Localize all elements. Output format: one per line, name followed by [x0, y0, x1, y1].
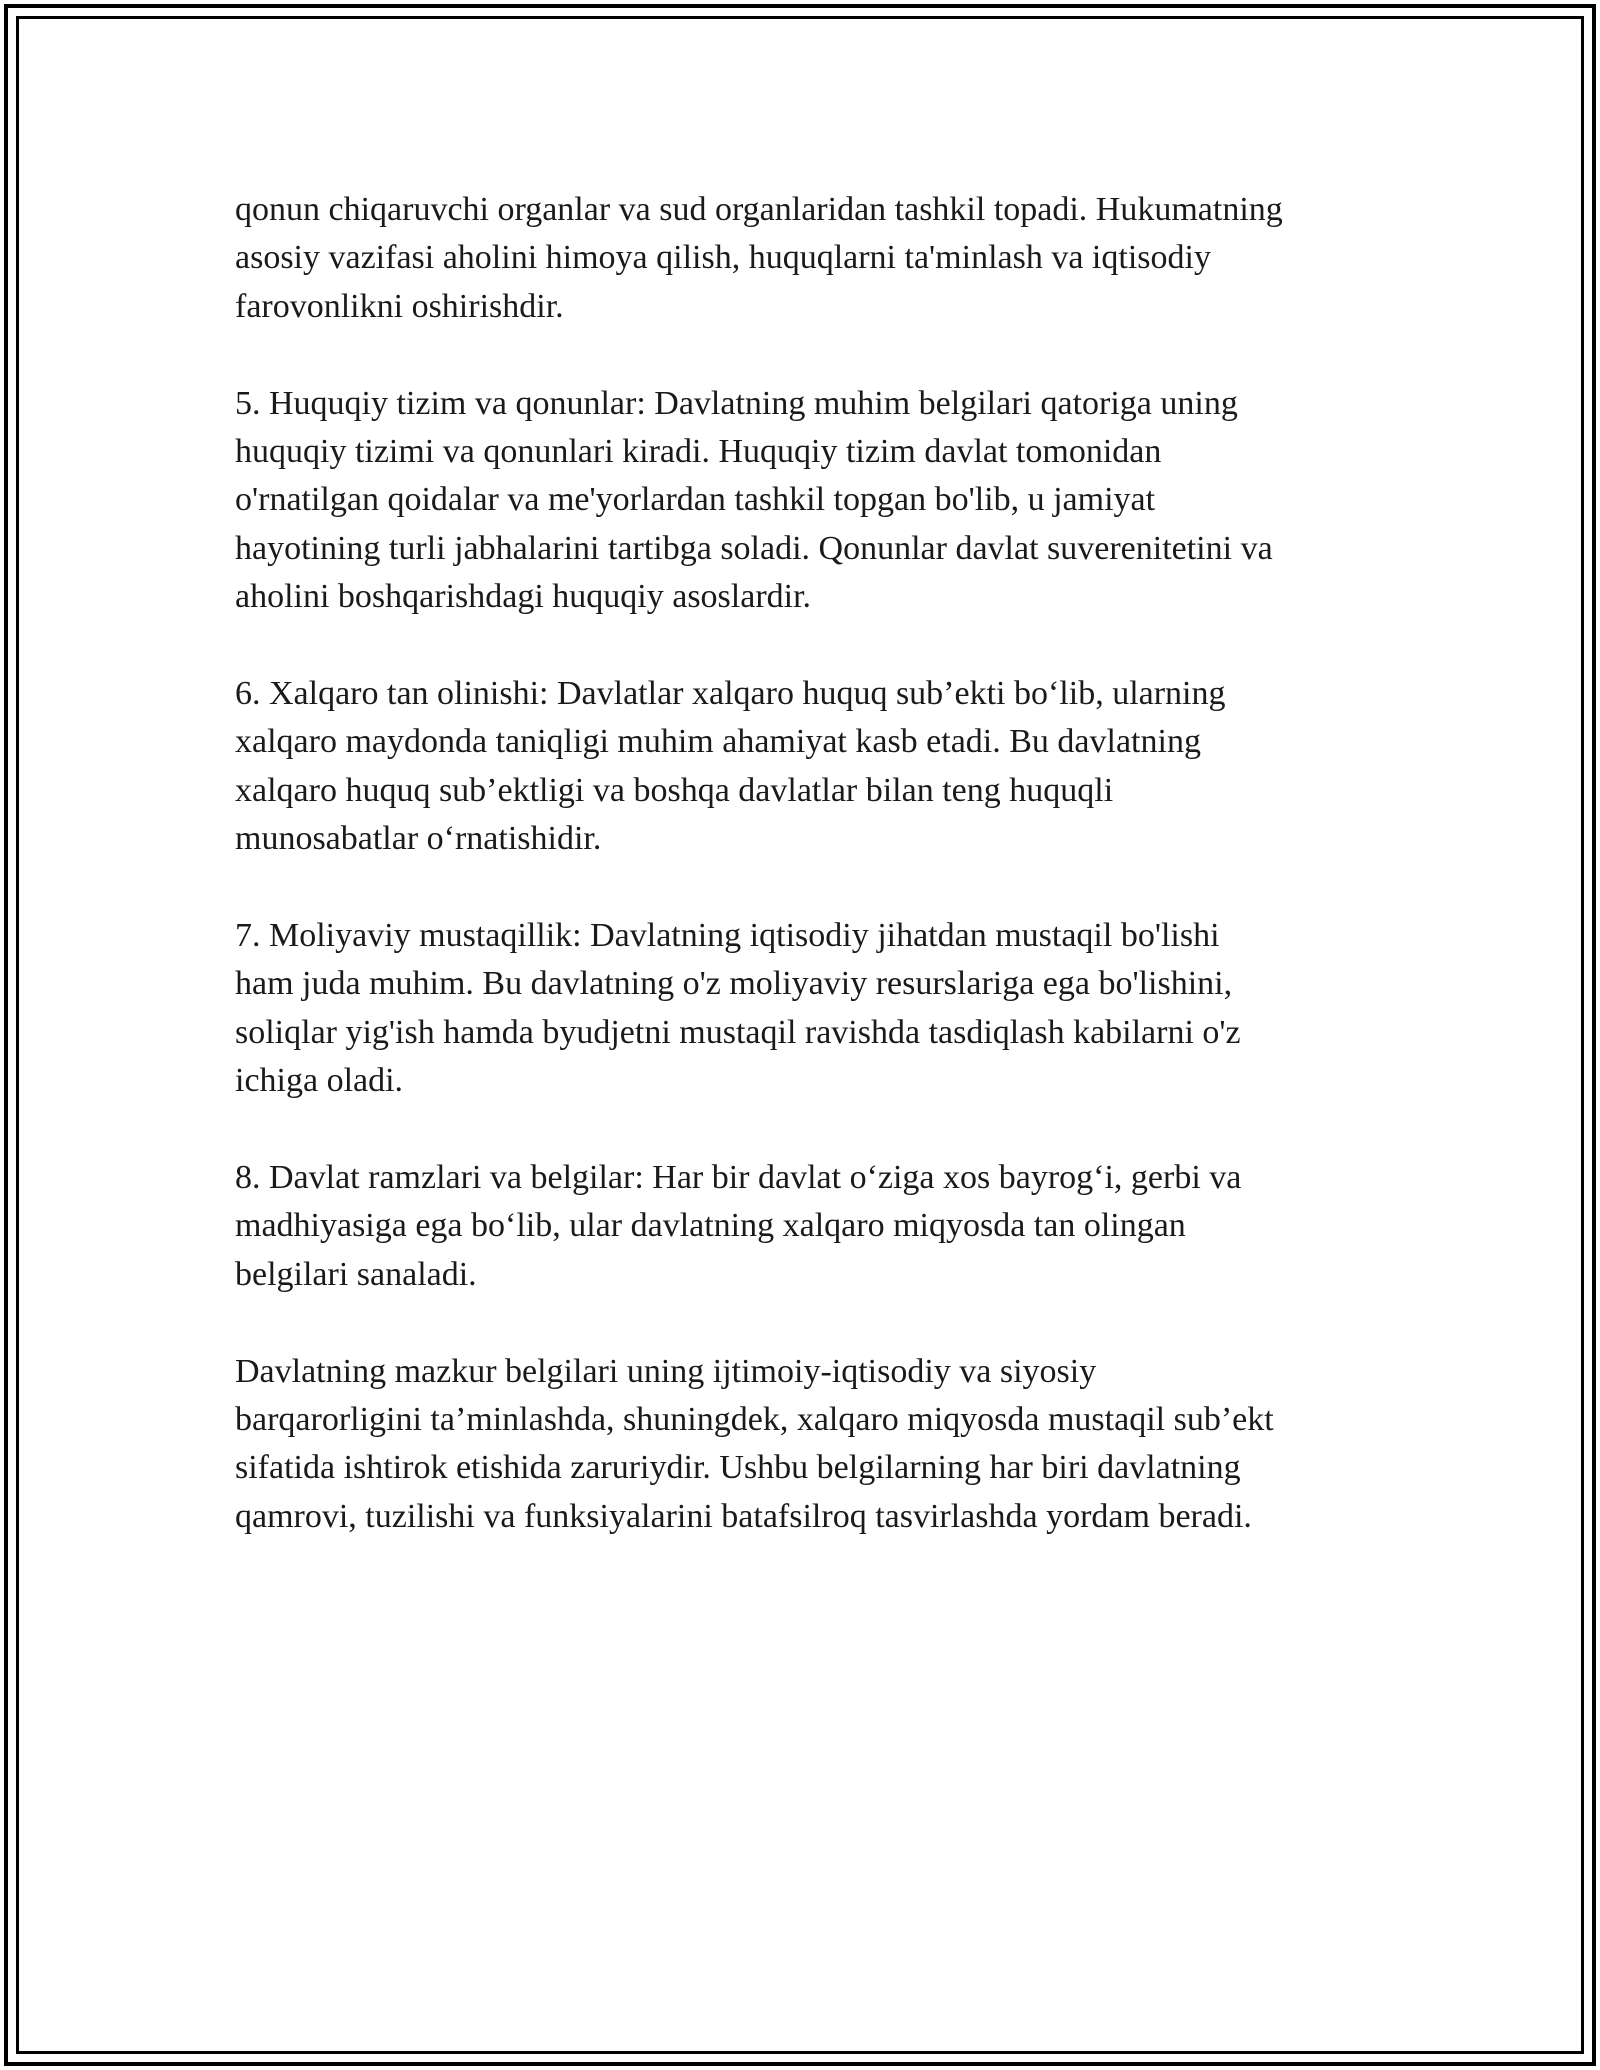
paragraph-government-organs: qonun chiqaruvchi organlar va sud organlaridan tashkil topadi. Hukumatning asosiy vazifasi aholini himoya qilish, huquqlarni ta'minlash va iqtisodiy farovonlikni oshirishdir.	[235, 191, 1283, 325]
document-body	[235, 186, 1385, 1541]
paragraph-international-recognition: 6. Xalqaro tan olinishi: Davlatlar xalqaro huquq sub’ekti bo‘lib, ularning xalqaro maydonda taniqligi muhim ahamiyat kasb etadi. Bu davlatning xalqaro huquq sub’ektligi va boshqa davlatlar bilan teng huquqli munosabatlar o‘rnatishidir.	[235, 675, 1226, 858]
paragraph-conclusion: Davlatning mazkur belgilari uning ijtimoiy-iqtisodiy va siyosiy barqarorligini ta’minlashda, shuningdek, xalqaro miqyosda mustaqil sub’ekt sifatida ishtirok etishida zaruriydir. Ushbu belgilarning har biri davlatning qamrovi, tuzilishi va funksiyalarini batafsilroq tasvirlashda yordam beradi.	[235, 1352, 1274, 1535]
paragraph-state-symbols: 8. Davlat ramzlari va belgilar: Har bir davlat o‘ziga xos bayrog‘i, gerbi va madhiyasiga ega bo‘lib, ular davlatning xalqaro miqyosda tan olingan belgilari sanaladi.	[235, 1159, 1242, 1293]
paragraph-financial-independence: 7. Moliyaviy mustaqillik: Davlatning iqtisodiy jihatdan mustaqil bo'lishi ham juda muhim. Bu davlatning o'z moliyaviy resurslariga ega bo'lishini, soliqlar yig'ish hamda byudjetni mustaqil ravishda tasdiqlash kabilarni o'z ichiga oladi.	[235, 917, 1241, 1100]
paragraph-legal-system: 5. Huquqiy tizim va qonunlar: Davlatning muhim belgilari qatoriga uning huquqiy tizimi va qonunlari kiradi. Huquqiy tizim davlat tomonidan o'rnatilgan qoidalar va me'yorlardan tashkil topgan bo'lib, u jamiyat hayotining turli jabhalarini tartibga soladi. Qonunlar davlat suverenitetini va aholini boshqarishdagi huquqiy asoslardir.	[235, 384, 1273, 616]
